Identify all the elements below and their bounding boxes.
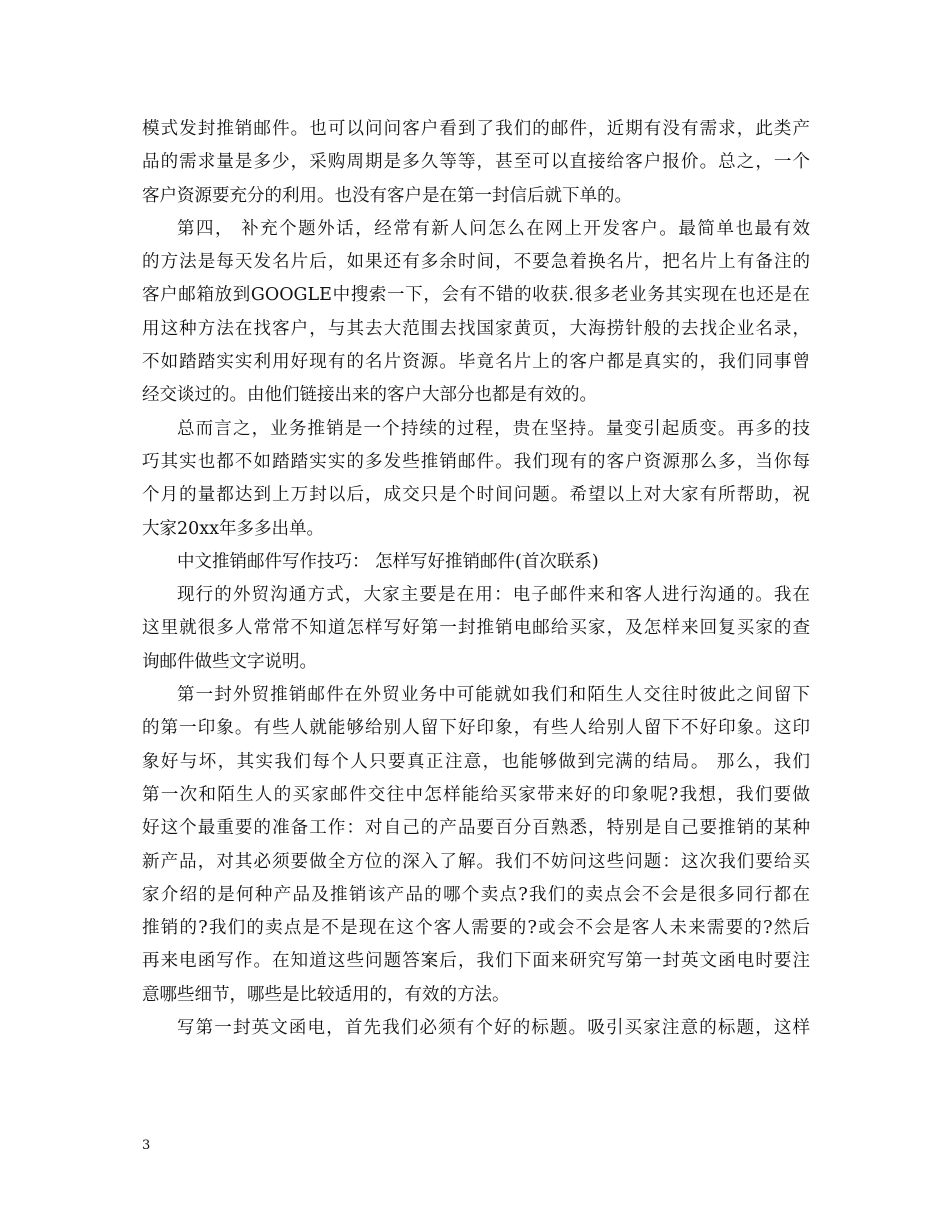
text-line: 意哪些细节，哪些是比较适用的，有效的方法。 xyxy=(142,984,510,1005)
text-line: 不如踏踏实实利用好现有的名片资源。毕竟名片上的客户都是真实的，我们同事曾 xyxy=(142,352,810,373)
text-line: 用这种方法在找客户，与其去大范围去找国家黄页，大海捞针般的去找企业名录， xyxy=(142,318,810,339)
text-line: 总而言之，业务推销是一个持续的过程，贵在坚持。量变引起质变。再多的技 xyxy=(177,418,810,439)
text-line: 询邮件做些文字说明。 xyxy=(142,651,317,672)
text-line: 巧其实也都不如踏踏实实的多发些推销邮件。我们现有的客户资源那么多，当你每 xyxy=(142,451,810,472)
text-line: 的第一印象。有些人就能够给别人留下好印象，有些人给别人留下不好印象。这印 xyxy=(142,718,810,739)
text-line: 家介绍的是何种产品及推销该产品的哪个卖点?我们的卖点会不会是很多同行都在 xyxy=(142,884,810,905)
text-line: 第一次和陌生人的买家邮件交往中怎样能给买家带来好的印象呢?我想，我们要做 xyxy=(142,784,810,805)
text-line: 大家20xx年多多出单。 xyxy=(142,518,325,539)
text-line: 中文推销邮件写作技巧： 怎样写好推销邮件(首次联系) xyxy=(177,551,599,572)
text-line: 经交谈过的。由他们链接出来的客户大部分也都是有效的。 xyxy=(142,385,597,406)
text-line: 的方法是每天发名片后，如果还有多余时间，不要急着换名片，把名片上有备注的 xyxy=(142,252,810,273)
text-line: 推销的?我们的卖点是不是现在这个客人需要的?或会不会是客人未来需要的?然后 xyxy=(142,918,810,939)
text-line: 个月的量都达到上万封以后，成交只是个时间问题。希望以上对大家有所帮助，祝 xyxy=(142,485,810,506)
text-line: 好这个最重要的准备工作：对自己的产品要百分百熟悉，特别是自己要推销的某种 xyxy=(142,818,810,839)
page-number: 3 xyxy=(142,1138,151,1153)
text-line: 现行的外贸沟通方式，大家主要是在用：电子邮件来和客人进行沟通的。我在 xyxy=(177,585,810,606)
text-line: 客户邮箱放到GOOGLE中搜索一下，会有不错的收获.很多老业务其实现在也还是在 xyxy=(142,285,810,306)
text-line: 新产品，对其必须要做全方位的深入了解。我们不妨问这些问题：这次我们要给买 xyxy=(142,851,810,872)
text-line: 品的需求量是多少，采购周期是多久等等，甚至可以直接给客户报价。总之，一个 xyxy=(142,152,810,173)
text-line: 这里就很多人常常不知道怎样写好第一封推销电邮给买家，及怎样来回复买家的查 xyxy=(142,618,810,639)
text-line: 再来电函写作。在知道这些问题答案后，我们下面来研究写第一封英文函电时要注 xyxy=(142,951,810,972)
text-line: 第一封外贸推销邮件在外贸业务中可能就如我们和陌生人交往时彼此之间留下 xyxy=(177,685,810,706)
text-line: 客户资源要充分的利用。也没有客户是在第一封信后就下单的。 xyxy=(142,185,632,206)
document-body xyxy=(142,113,810,1045)
text-line: 写第一封英文函电，首先我们必须有个好的标题。吸引买家注意的标题，这样 xyxy=(177,1018,810,1039)
text-line: 象好与坏，其实我们每个人只要真正注意，也能够做到完满的结局。 那么，我们 xyxy=(142,751,810,772)
text-line: 第四， 补充个题外话，经常有新人问怎么在网上开发客户。最简单也最有效 xyxy=(177,218,810,239)
text-line: 模式发封推销邮件。也可以问问客户看到了我们的邮件，近期有没有需求，此类产 xyxy=(142,119,810,139)
